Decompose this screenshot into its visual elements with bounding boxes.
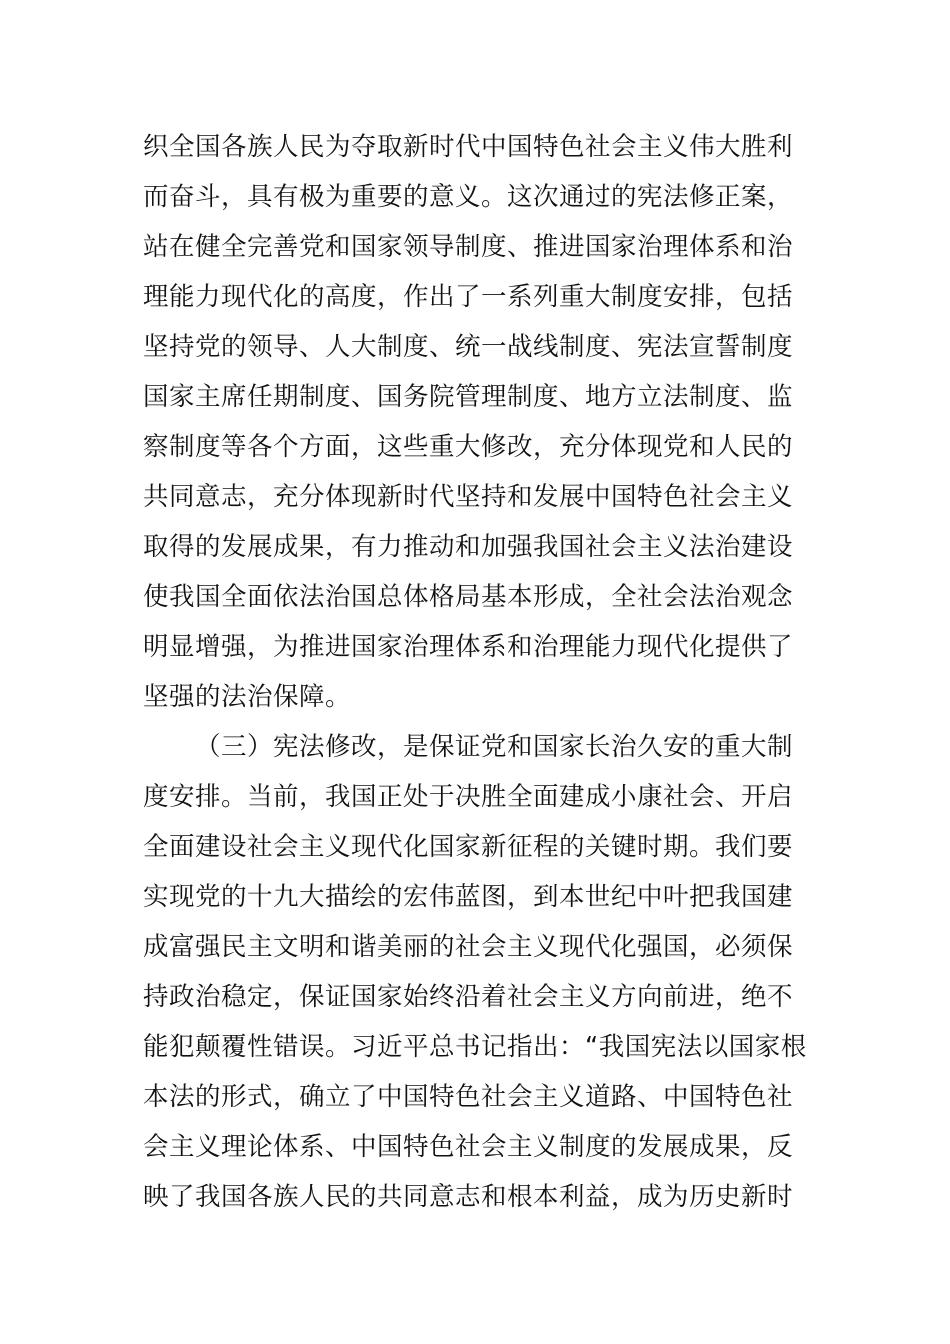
paragraph-2 [143,722,815,1222]
text-line: 使我国全面依法治国总体格局基本形成，全社会法治观念 [143,582,794,612]
text-line: （三）宪法修改，是保证党和国家长治久安的重大制 [195,732,794,762]
paragraph-1 [143,122,815,722]
text-line: 会主义理论体系、中国特色社会主义制度的发展成果，反 [143,1132,794,1162]
text-line: 察制度等各个方面，这些重大修改，充分体现党和人民的 [143,432,794,462]
text-line: 度安排。当前，我国正处于决胜全面建成小康社会、开启 [143,782,794,812]
text-line: 取得的发展成果，有力推动和加强我国社会主义法治建设 [143,532,794,562]
text-line: 国家主席任期制度、国务院管理制度、地方立法制度、监 [143,382,794,412]
text-line: 共同意志，充分体现新时代坚持和发展中国特色社会主义 [143,482,794,512]
text-line: 成富强民主文明和谐美丽的社会主义现代化强国，必须保 [143,932,794,962]
text-line: 理能力现代化的高度，作出了一系列重大制度安排，包括 [143,282,794,312]
text-line: 持政治稳定，保证国家始终沿着社会主义方向前进，绝不 [143,982,794,1012]
text-line: 全面建设社会主义现代化国家新征程的关键时期。我们要 [143,832,794,862]
text-line: 映了我国各族人民的共同意志和根本利益，成为历史新时 [143,1182,794,1212]
text-line: 坚强的法治保障。 [143,682,352,712]
text-line: 而奋斗，具有极为重要的意义。这次通过的宪法修正案， [143,182,794,212]
text-line: 坚持党的领导、人大制度、统一战线制度、宪法宣誓制度 [143,332,794,362]
text-line: 实现党的十九大描绘的宏伟蓝图，到本世纪中叶把我国建 [143,882,794,912]
body-text [143,122,815,1222]
text-line: 织全国各族人民为夺取新时代中国特色社会主义伟大胜利 [143,132,794,162]
text-line: 本法的形式，确立了中国特色社会主义道路、中国特色社 [143,1082,794,1112]
text-line: 能犯颠覆性错误。习近平总书记指出：“我国宪法以国家根 [143,1032,807,1062]
text-line: 明显增强，为推进国家治理体系和治理能力现代化提供了 [143,632,794,662]
text-line: 站在健全完善党和国家领导制度、推进国家治理体系和治 [143,232,794,262]
